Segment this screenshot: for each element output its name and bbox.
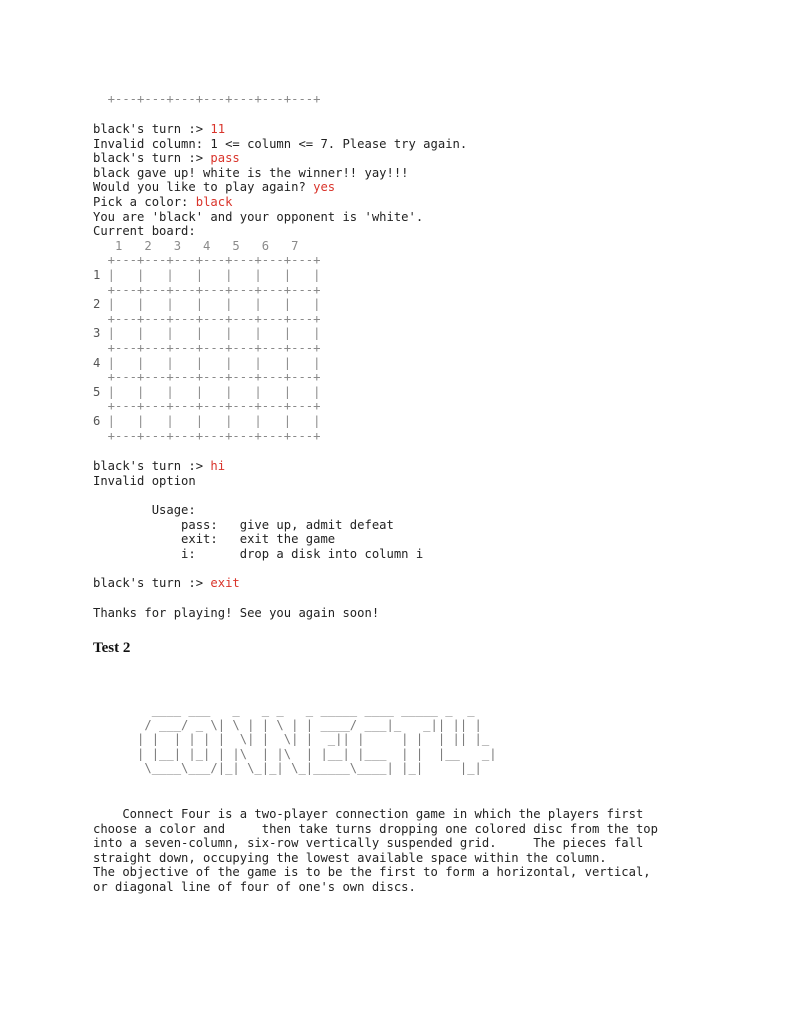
board-row [93,297,320,312]
console-line-pick-color [93,195,232,210]
board-border: +---+---+---+---+---+---+---+ [93,282,321,297]
console-line-turn-pass [93,151,240,166]
board-row-cells: | | | | | | | | [100,297,321,312]
console-line-invalid-column: Invalid column: 1 <= column <= 7. Please try again. [93,136,468,151]
board-border: +---+---+---+---+---+---+---+ [93,341,321,355]
console-line-you-are: You are 'black' and your opponent is 'white'. [93,209,424,224]
console-line-turn-hi [93,459,225,474]
user-input-text: pass [210,151,240,166]
console-line-play-again [93,180,335,195]
board-row-label: 1 [93,268,101,282]
console-line-current-board: Current board: [93,224,196,239]
user-input-text: yes [313,180,336,195]
prompt-text: Pick a color: [93,195,196,209]
paragraph-line: or diagonal line of four of one's own discs. [93,880,416,894]
usage-line-exit: exit: exit the game [93,532,336,547]
board-border: +---+---+---+---+---+---+---+ [93,399,321,414]
user-input-text: black [195,195,233,209]
paragraph-line: choose a color and then take turns dropping one colored disc from the top [93,821,658,836]
section-heading-test-2: Test 2 [93,640,131,656]
console-line-thanks: Thanks for playing! See you again soon! [93,605,380,620]
console-line-gave-up: black gave up! white is the winner!! yay!!! [93,165,409,180]
board-row-cells: | | | | | | | | [100,384,321,399]
prompt-text: black's turn :> [93,459,211,473]
usage-line-column: i: drop a disk into column i [93,546,424,561]
prompt-text: Would you like to play again? [93,180,314,195]
ascii-art-line: | |__| |_| | |\ | |\ | |__| |___ | | |__ _| [93,746,497,761]
board-row [93,414,320,429]
board-column-header: 1 2 3 4 5 6 7 [93,238,299,253]
paragraph-line: into a seven-column, six-row vertically suspended grid. The pieces fall [93,836,644,851]
board-border-bottom: +---+---+---+---+---+---+---+ [93,428,321,443]
user-input-text: hi [210,459,226,473]
console-line-invalid-option: Invalid option [93,473,196,488]
ascii-art-line: / ___/ _ \| \ | | \ | | ____/ ___|_ _|| || | [93,717,482,732]
ascii-art-line: ____ ___ _ _ _ _ _____ ____ _____ _ _ [93,703,475,717]
board-row-cells: | | | | | | | | [100,355,321,370]
user-input-text: 11 [210,122,226,136]
prompt-text: black's turn :> [93,151,211,166]
board-row-label: 3 [93,326,101,341]
board-border: +---+---+---+---+---+---+---+ [93,311,321,326]
board-row [93,356,320,371]
board-border: +---+---+---+---+---+---+---+ [93,253,321,268]
board-row-label: 6 [93,414,101,428]
board-border: +---+---+---+---+---+---+---+ [93,370,321,385]
board-row [93,326,320,341]
prompt-text: black's turn :> [93,576,211,590]
prompt-text: black's turn :> [93,122,211,136]
board-row-label: 5 [93,384,101,399]
console-line-turn-input [93,122,225,137]
user-input-text: exit [210,576,240,590]
board-row-label: 4 [93,355,101,370]
paragraph-line: straight down, occupying the lowest available space within the column. [93,850,607,865]
board-row [93,385,320,400]
paragraph-line: Connect Four is a two-player connection game in which the players first [93,807,644,821]
console-line-turn-exit [93,576,240,591]
usage-line-pass: pass: give up, admit defeat [93,517,394,532]
board-row-cells: | | | | | | | | [100,326,321,341]
board-row-cells: | | | | | | | | [100,268,321,282]
board-row-cells: | | | | | | | | [100,414,321,428]
board-border-top-previous: +---+---+---+---+---+---+---+ [93,92,321,106]
paragraph-line: The objective of the game is to be the first to form a horizontal, vertical, [93,865,651,880]
usage-title: Usage: [93,503,196,517]
board-row-label: 2 [93,297,101,312]
board-row [93,268,320,283]
ascii-art-line: \____\___/|_| \_|_| \_|_____\____| |_| |_| [93,761,482,776]
ascii-art-line: | | | | | | \| | \| | _|| | | | | || |_ [93,732,490,747]
